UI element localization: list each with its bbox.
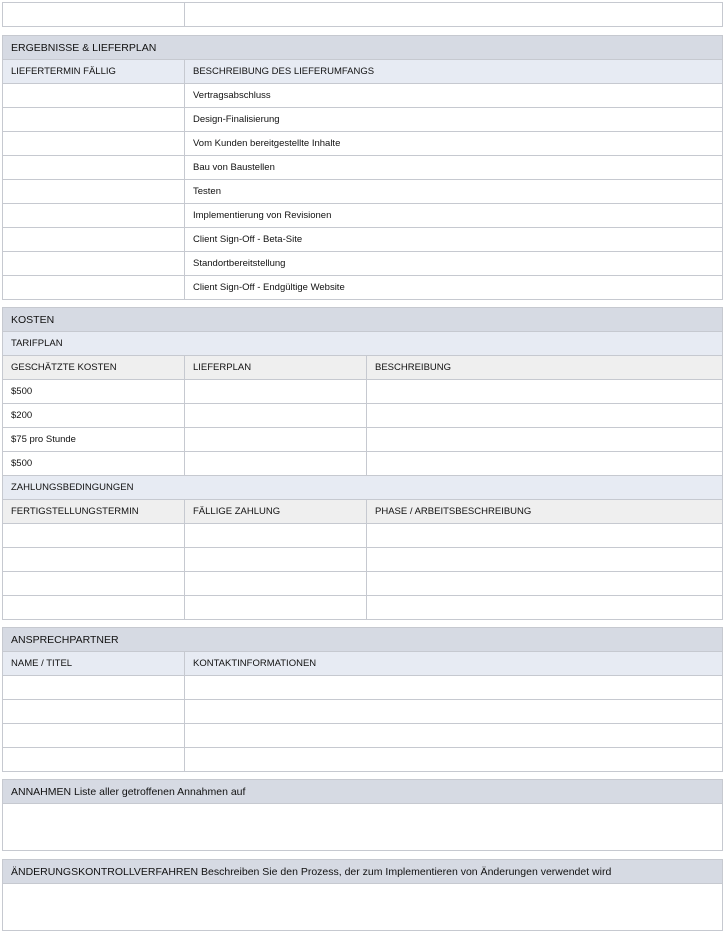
deliverable-cell[interactable]: Vom Kunden bereitgestellte Inhalte	[185, 132, 723, 156]
costs-table	[2, 307, 723, 620]
top-partial-table	[2, 2, 723, 27]
deliverable-cell[interactable]: Client Sign-Off - Beta-Site	[185, 228, 723, 252]
column-header-row	[3, 652, 723, 676]
table-row	[3, 132, 723, 156]
payment-due-cell[interactable]	[185, 596, 367, 620]
col-header-schedule: LIEFERPLAN	[185, 356, 367, 380]
section-header-row	[3, 860, 723, 884]
payment-due-cell[interactable]	[185, 524, 367, 548]
table-row	[3, 156, 723, 180]
description-cell[interactable]	[367, 404, 723, 428]
name-cell[interactable]	[3, 724, 185, 748]
section-header-row	[3, 628, 723, 652]
deliverable-cell[interactable]: Vertragsabschluss	[185, 84, 723, 108]
section-header-row	[3, 308, 723, 332]
empty-cell[interactable]	[3, 3, 185, 27]
col-header-est-cost: GESCHÄTZTE KOSTEN	[3, 356, 185, 380]
due-date-cell[interactable]	[3, 180, 185, 204]
description-cell[interactable]	[367, 428, 723, 452]
contact-cell[interactable]	[185, 700, 723, 724]
contact-cell[interactable]	[185, 724, 723, 748]
phase-cell[interactable]	[367, 548, 723, 572]
deliverable-cell[interactable]: Testen	[185, 180, 723, 204]
contact-cell[interactable]	[185, 676, 723, 700]
table-row	[3, 108, 723, 132]
payment-due-cell[interactable]	[185, 548, 367, 572]
table-row	[3, 380, 723, 404]
name-cell[interactable]	[3, 748, 185, 772]
table-row	[3, 276, 723, 300]
assumptions-section-title: ANNAHMEN Liste aller getroffenen Annahmen auf	[3, 780, 723, 804]
description-cell[interactable]	[367, 380, 723, 404]
col-header-scope: BESCHREIBUNG DES LIEFERUMFANGS	[185, 60, 723, 84]
cost-cell[interactable]: $500	[3, 380, 185, 404]
due-date-cell[interactable]	[3, 108, 185, 132]
schedule-cell[interactable]	[185, 380, 367, 404]
payment-due-cell[interactable]	[185, 572, 367, 596]
deliverables-section-title: ERGEBNISSE & LIEFERPLAN	[3, 36, 723, 60]
phase-cell[interactable]	[367, 596, 723, 620]
table-row	[3, 596, 723, 620]
table-row	[3, 724, 723, 748]
sub-header-row	[3, 332, 723, 356]
table-row	[3, 428, 723, 452]
assumptions-table	[2, 779, 723, 851]
col-header-due-date: LIEFERTERMIN FÄLLIG	[3, 60, 185, 84]
table-row	[3, 228, 723, 252]
due-date-cell[interactable]	[3, 84, 185, 108]
contacts-table	[2, 627, 723, 772]
deliverable-cell[interactable]: Standortbereitstellung	[185, 252, 723, 276]
cost-cell[interactable]: $200	[3, 404, 185, 428]
empty-cell[interactable]	[185, 3, 723, 27]
table-row	[3, 252, 723, 276]
contacts-section-title: ANSPRECHPARTNER	[3, 628, 723, 652]
assumptions-text-area[interactable]	[3, 804, 723, 851]
column-header-row	[3, 500, 723, 524]
table-row	[3, 700, 723, 724]
completion-cell[interactable]	[3, 548, 185, 572]
due-date-cell[interactable]	[3, 204, 185, 228]
table-row	[3, 452, 723, 476]
table-row	[3, 180, 723, 204]
table-row	[3, 748, 723, 772]
payment-terms-label: ZAHLUNGSBEDINGUNGEN	[3, 476, 723, 500]
description-cell[interactable]	[367, 452, 723, 476]
col-header-description: BESCHREIBUNG	[367, 356, 723, 380]
col-header-name: NAME / TITEL	[3, 652, 185, 676]
deliverable-cell[interactable]: Design-Finalisierung	[185, 108, 723, 132]
schedule-cell[interactable]	[185, 404, 367, 428]
deliverable-cell[interactable]: Bau von Baustellen	[185, 156, 723, 180]
deliverable-cell[interactable]: Client Sign-Off - Endgültige Website	[185, 276, 723, 300]
table-row	[3, 204, 723, 228]
name-cell[interactable]	[3, 700, 185, 724]
table-row	[3, 572, 723, 596]
col-header-contact: KONTAKTINFORMATIONEN	[185, 652, 723, 676]
column-header-row	[3, 60, 723, 84]
table-row	[3, 884, 723, 931]
table-row	[3, 3, 723, 27]
due-date-cell[interactable]	[3, 228, 185, 252]
due-date-cell[interactable]	[3, 252, 185, 276]
completion-cell[interactable]	[3, 572, 185, 596]
table-row	[3, 524, 723, 548]
change-control-table	[2, 859, 723, 931]
schedule-cell[interactable]	[185, 452, 367, 476]
table-row	[3, 548, 723, 572]
deliverable-cell[interactable]: Implementierung von Revisionen	[185, 204, 723, 228]
col-header-payment-due: FÄLLIGE ZAHLUNG	[185, 500, 367, 524]
col-header-phase: PHASE / ARBEITSBESCHREIBUNG	[367, 500, 723, 524]
section-header-row	[3, 780, 723, 804]
cost-cell[interactable]: $75 pro Stunde	[3, 428, 185, 452]
due-date-cell[interactable]	[3, 132, 185, 156]
due-date-cell[interactable]	[3, 156, 185, 180]
phase-cell[interactable]	[367, 572, 723, 596]
name-cell[interactable]	[3, 676, 185, 700]
table-row	[3, 804, 723, 851]
costs-section-title: KOSTEN	[3, 308, 723, 332]
table-row	[3, 84, 723, 108]
completion-cell[interactable]	[3, 524, 185, 548]
cost-cell[interactable]: $500	[3, 452, 185, 476]
section-header-row	[3, 36, 723, 60]
change-control-text-area[interactable]	[3, 884, 723, 931]
column-header-row	[3, 356, 723, 380]
col-header-completion: FERTIGSTELLUNGSTERMIN	[3, 500, 185, 524]
deliverables-table	[2, 35, 723, 300]
due-date-cell[interactable]	[3, 276, 185, 300]
phase-cell[interactable]	[367, 524, 723, 548]
change-control-section-title: ÄNDERUNGSKONTROLLVERFAHREN Beschreiben Sie den Prozess, der zum Implementieren von Änderungen verwendet wird	[3, 860, 723, 884]
rate-plan-label: TARIFPLAN	[3, 332, 723, 356]
completion-cell[interactable]	[3, 596, 185, 620]
sub-header-row	[3, 476, 723, 500]
schedule-cell[interactable]	[185, 428, 367, 452]
table-row	[3, 676, 723, 700]
table-row	[3, 404, 723, 428]
contact-cell[interactable]	[185, 748, 723, 772]
